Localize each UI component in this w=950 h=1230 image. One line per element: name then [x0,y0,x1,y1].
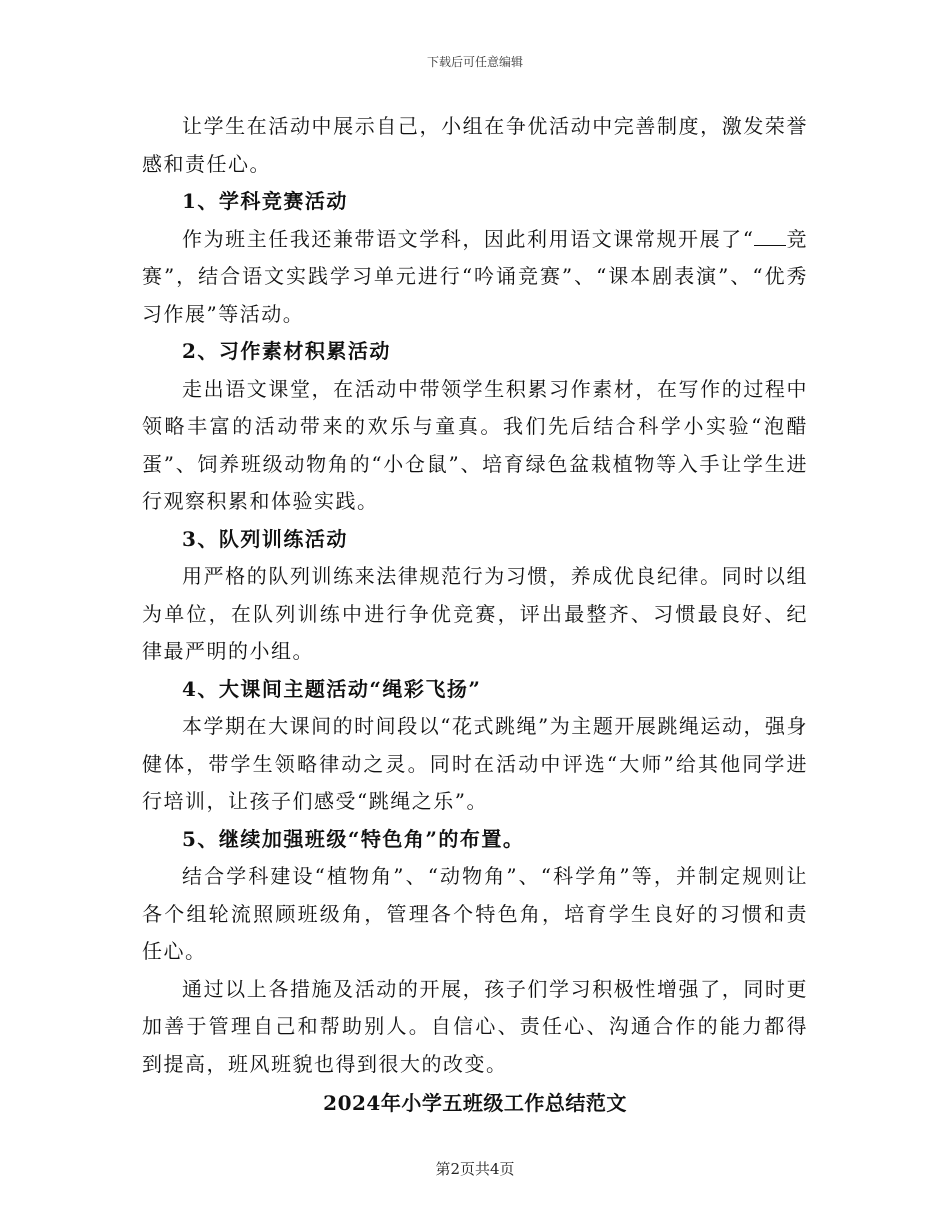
heading-writing-material: 2、习作素材积累活动 [182,339,391,363]
paragraph-part: 竞赛”，结合语文实践学习单元进行“吟诵竞赛”、“课本剧表演”、“优秀习作展”等活动。 [142,226,809,326]
paragraph-feature-corner: 结合学科建设“植物角”、“动物角”、“科学角”等，并制定规则让各个组轮流照顾班级角，管理各个特色角，培育学生良好的习惯和责任心。 [142,864,808,963]
heading-recess-activity: 4、大课间主题活动“绳彩飞扬” [182,676,482,701]
page-footer: 第2页共4页 [435,1160,515,1178]
paragraph-subject-competition [142,221,808,334]
paragraph-intro: 让学生在活动中展示自己，小组在争优活动中完善制度，激发荣誉感和责任心。 [142,114,808,176]
fill-in-blank [754,227,786,246]
paragraph-drill-training: 用严格的队列训练来法律规范行为习惯，养成优良纪律。同时以组为单位，在队列训练中进行争优竞赛，评出最整齐、习惯最良好、纪律最严明的小组。 [142,564,808,663]
heading-drill-training: 3、队列训练活动 [182,526,348,551]
section-title: 2024年小学五班级工作总结范文 [323,1091,627,1115]
paragraph-part: 作为班主任我还兼带语文学科，因此利用语文课常规开展了“ [182,226,755,251]
document-body [142,108,808,1123]
paragraph-recess-activity: 本学期在大课间的时间段以“花式跳绳”为主题开展跳绳运动，强身健体，带学生领略律动之灵。同时在活动中评选“大师”给其他同学进行培训，让孩子们感受“跳绳之乐”。 [142,714,808,813]
paragraph-conclusion: 通过以上各措施及活动的开展，孩子们学习积极性增强了，同时更加善于管理自己和帮助别人。自信心、责任心、沟通合作的能力都得到提高，班风班貌也得到很大的改变。 [142,976,808,1076]
heading-feature-corner: 5、继续加强班级“特色角”的布置。 [182,826,525,851]
paragraph-writing-material: 走出语文课堂，在活动中带领学生积累习作素材，在写作的过程中领略丰富的活动带来的欢乐与童真。我们先后结合科学小实验“泡醋蛋”、饲养班级动物角的“小仓鼠”、培育绿色盆栽植物等入手让学生进行观察积累和体验实践。 [142,376,808,513]
heading-subject-competition: 1、学科竞赛活动 [182,189,348,213]
page-header: 下载后可任意编辑 [426,55,523,69]
